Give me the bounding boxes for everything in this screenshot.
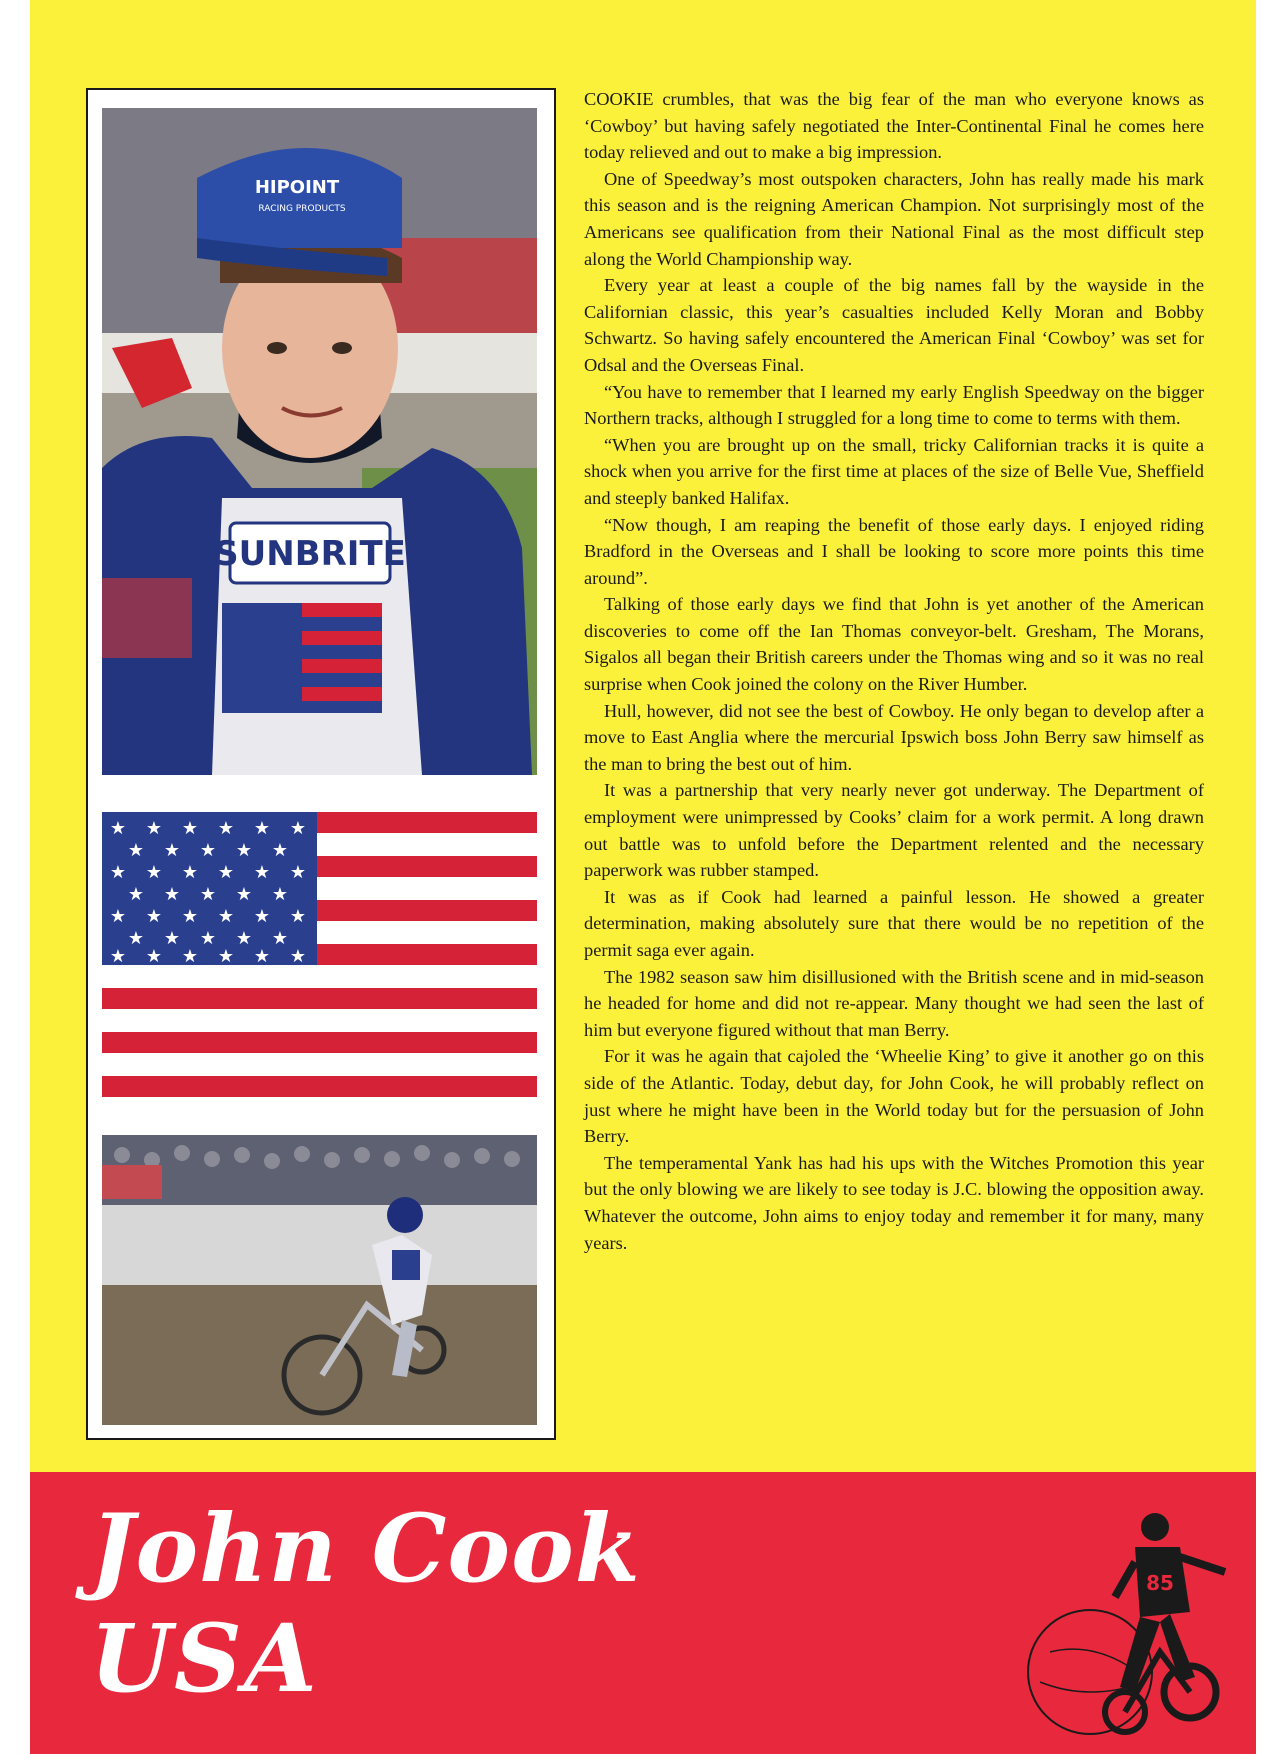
- article-paragraph: It was as if Cook had learned a painful lesson. He showed a greater determination, making absolutely sure that there would be no repetition of the permit saga ever again.: [584, 886, 1204, 960]
- article-paragraph: Talking of those early days we find that John is yet another of the American discoveries to come off the Ian Thomas conveyor-belt. Gresham, The Morans, Sigalos all began their British careers under the Thomas wing and so it was no real surprise when Cook joined the colony on the River Humber.: [584, 594, 1204, 695]
- svg-text:★: ★: [199, 928, 217, 949]
- article-paragraph: Hull, however, did not see the best of Cowboy. He only began to develop after a move to East Anglia where the mercurial Ipswich boss John Berry saw himself as the man to bring the best out of him.: [584, 700, 1204, 774]
- article-paragraph: One of Speedway’s most outspoken characters, John has really made his mark this season and is the reigning American Champion. Not surprisingly most of the Americans see qualification from their National Final as the most difficult step along the World Championship way.: [584, 168, 1204, 269]
- article-paragraph: “Now though, I am reaping the benefit of those early days. I enjoyed riding Bradford in the Overseas and I shall be looking to score more points this time around”.: [584, 514, 1204, 588]
- svg-text:★: ★: [271, 840, 289, 861]
- svg-text:★: ★: [253, 818, 271, 839]
- svg-text:★: ★: [109, 818, 127, 839]
- rider-country-title: USA: [90, 1604, 319, 1714]
- bib-text: SUNBRITE: [214, 534, 406, 574]
- article-paragraph: The 1982 season saw him disillusioned with the British scene and in mid-season he headed for home and did not re-appear. Many thought we had seen the last of him but everyone figured without that man Berry.: [584, 966, 1204, 1040]
- article-paragraph: “You have to remember that I learned my early English Speedway on the bigger Northern tracks, although I struggled for a long time to come to terms with them.: [584, 381, 1204, 429]
- svg-text:★: ★: [271, 928, 289, 949]
- svg-text:★: ★: [253, 906, 271, 927]
- svg-text:★: ★: [199, 884, 217, 905]
- rider-number-text: 85: [1146, 1571, 1174, 1595]
- article-paragraph: COOKIE crumbles, that was the big fear of the man who everyone knows as ‘Cowboy’ but having safely negotiated the Inter-Continental Final he comes here today relieved and out to make a big impression.: [584, 89, 1204, 163]
- svg-text:★: ★: [253, 946, 271, 967]
- svg-text:★: ★: [199, 840, 217, 861]
- svg-text:★: ★: [217, 906, 235, 927]
- svg-text:★: ★: [109, 906, 127, 927]
- cap-sub-text: RACING PRODUCTS: [258, 204, 346, 214]
- svg-text:★: ★: [163, 884, 181, 905]
- svg-text:★: ★: [289, 818, 307, 839]
- svg-text:★: ★: [235, 884, 253, 905]
- svg-text:★: ★: [145, 906, 163, 927]
- svg-text:★: ★: [217, 946, 235, 967]
- svg-text:★: ★: [181, 946, 199, 967]
- svg-text:★: ★: [235, 928, 253, 949]
- title-banner: [30, 1472, 1256, 1754]
- svg-text:★: ★: [289, 862, 307, 883]
- portrait-illustration: [102, 108, 537, 775]
- rider-action-photo: [102, 1135, 537, 1425]
- article-body: [584, 86, 1204, 1256]
- article-paragraph: For it was he again that cajoled the ‘Wheelie King’ to give it another go on this side of the Atlantic. Today, debut day, for John Cook, he will probably reflect on just where he might have been in the World today but for the persuasion of John Berry.: [584, 1046, 1204, 1147]
- svg-text:★: ★: [109, 946, 127, 967]
- article-paragraph: It was a partnership that very nearly never got underway. The Department of employment were unimpressed by Cooks’ claim for a work permit. A long drawn out battle was to unfold before the Department relented and the necessary paperwork was rubber stamped.: [584, 780, 1204, 881]
- svg-text:★: ★: [163, 928, 181, 949]
- flag-illustration: [102, 812, 537, 1097]
- article-paragraph: “When you are brought up on the small, tricky Californian tracks it is quite a shock when you arrive for the first time at places of the size of Belle Vue, Sheffield and steeply banked Halifax.: [584, 434, 1204, 508]
- svg-text:★: ★: [163, 840, 181, 861]
- svg-text:★: ★: [145, 946, 163, 967]
- svg-text:★: ★: [235, 840, 253, 861]
- svg-text:★: ★: [289, 906, 307, 927]
- svg-text:★: ★: [181, 818, 199, 839]
- svg-text:★: ★: [127, 884, 145, 905]
- rider-portrait-photo: [102, 108, 537, 775]
- article-paragraph: Every year at least a couple of the big names fall by the wayside in the Californian classic, this year’s casualties included Kelly Moran and Bobby Schwartz. So having safely encountered the American Final ‘Cowboy’ was set for Odsal and the Overseas Final.: [584, 275, 1204, 375]
- svg-text:★: ★: [109, 862, 127, 883]
- svg-text:★: ★: [127, 840, 145, 861]
- american-flag: [102, 812, 537, 1097]
- svg-text:★: ★: [289, 946, 307, 967]
- svg-text:★: ★: [145, 818, 163, 839]
- svg-text:★: ★: [217, 818, 235, 839]
- svg-text:★: ★: [271, 884, 289, 905]
- cap-logo-text: HIPOINT: [254, 177, 340, 198]
- speedway-rider-logo-icon: [1020, 1502, 1250, 1742]
- svg-text:★: ★: [145, 862, 163, 883]
- svg-text:★: ★: [253, 862, 271, 883]
- action-illustration: [102, 1135, 537, 1425]
- article-paragraph: The temperamental Yank has had his ups with the Witches Promotion this year but the only blowing we are likely to see today is J.C. blowing the opposition away. Whatever the outcome, John aims to enjoy today and remember it for many, many years.: [584, 1152, 1204, 1253]
- svg-text:★: ★: [127, 928, 145, 949]
- rider-name-title: John Cook: [90, 1494, 641, 1604]
- svg-text:★: ★: [181, 862, 199, 883]
- svg-text:★: ★: [217, 862, 235, 883]
- svg-text:★: ★: [181, 906, 199, 927]
